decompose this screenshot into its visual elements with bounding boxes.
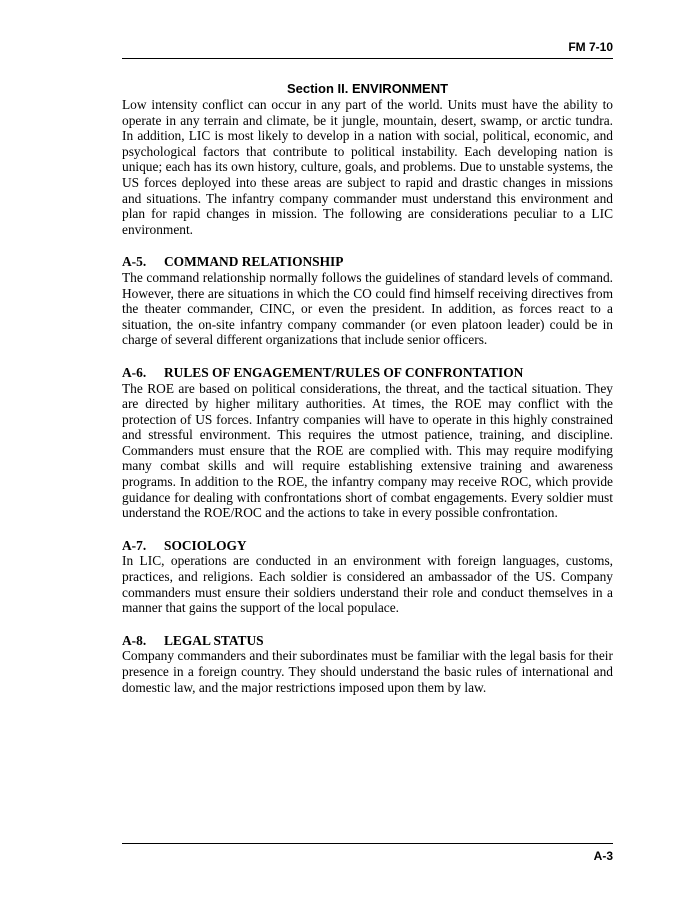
paragraph-title: SOCIOLOGY bbox=[164, 537, 247, 553]
paragraph-heading-a8 bbox=[122, 633, 613, 649]
paragraph-title: RULES OF ENGAGEMENT/RULES OF CONFRONTATION bbox=[164, 364, 524, 380]
paragraph-body-a6: The ROE are based on political considerations, the threat, and the tactical situation. They are directed by higher military authorities. At times, the ROE may conflict with the protection of US forces. Infantry companies will have to operate in this highly constrained and stressful environment. This requires the utmost patience, training, and discipline. Commanders must ensure that the ROE are complied with. This may require modifying many combat skills and will require establishing extensive training and awareness programs. In addition to the ROE, the infantry company may receive ROC, which provide guidance for dealing with confrontations short of combat engagements. Every soldier must understand the ROE/ROC and the actions to take in every possible confrontation. bbox=[122, 380, 613, 521]
paragraph-number: A-5. bbox=[122, 254, 147, 270]
paragraph-title: COMMAND RELATIONSHIP bbox=[164, 254, 344, 270]
paragraph-number: A-8. bbox=[122, 632, 147, 648]
page-body bbox=[122, 81, 613, 695]
paragraph-number: A-6. bbox=[122, 364, 147, 380]
section-title: Section II. ENVIRONMENT bbox=[286, 81, 449, 96]
paragraph-body-a7: In LIC, operations are conducted in an environment with foreign languages, customs, practices, and religions. Each soldier is considered an ambassador of the US. Company commanders must ensure their soldiers understand their role and conduct themselves in a manner that gains the support of the local populace. bbox=[122, 553, 613, 616]
paragraph-heading-a6 bbox=[122, 365, 613, 381]
section-intro: Low intensity conflict can occur in any part of the world. Units must have the ability to operate in any terrain and climate, be it jungle, mountain, desert, swamp, or arctic tundra. In addition, LIC is most likely to develop in a nation with social, political, economic, and psychological factors that contribute to political instability. Each developing nation is unique; each has its own history, culture, goals, and problems. Due to unstable systems, the US forces deployed into these areas are subject to rapid and drastic changes in missions and situations. The infantry company commander must understand this environment and plan for rapid changes in mission. The following are considerations peculiar to a LIC environment. bbox=[122, 97, 613, 237]
paragraph-body-a8: Company commanders and their subordinates must be familiar with the legal basis for their presence in a foreign country. They should understand the basic rules of international and domestic law, and the major restrictions imposed upon them by law. bbox=[122, 648, 613, 695]
paragraph-number: A-7. bbox=[122, 537, 147, 553]
page-number: A-3 bbox=[593, 849, 613, 863]
paragraph-title: LEGAL STATUS bbox=[164, 632, 264, 648]
footer-rule bbox=[122, 843, 613, 844]
paragraph-body-a5: The command relationship normally follows the guidelines of standard levels of command. However, there are situations in which the CO could find himself receiving directives from the theater commander, CINC, or even the president. In addition, as forces react to a situation, the on-site infantry company commander (or even platoon leader) could be in charge of several different organizations that include senior officers. bbox=[122, 269, 613, 348]
paragraph-heading-a7 bbox=[122, 538, 613, 554]
header-rule bbox=[122, 58, 613, 59]
paragraph-heading-a5 bbox=[122, 254, 613, 270]
document-id: FM 7-10 bbox=[568, 40, 613, 54]
